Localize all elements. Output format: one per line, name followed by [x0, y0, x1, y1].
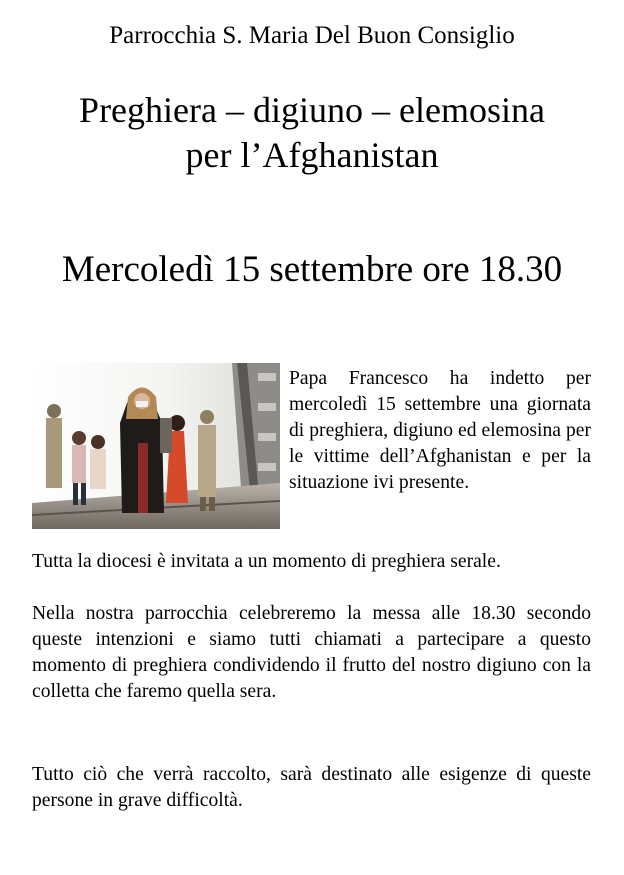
title-line-1: Preghiera – digiuno – elemosina	[79, 90, 545, 130]
title-line-2: per l’Afghanistan	[185, 135, 439, 175]
diocese-paragraph: Tutta la diocesi è invitata a un momento di preghiera serale.	[32, 551, 501, 572]
collection-paragraph: Tutto ciò che verrà raccolto, sarà destinato alle esigenze di queste persone in grave difficoltà.	[32, 764, 591, 811]
intro-paragraph: Papa Francesco ha indetto per mercoledì 15 settembre una giornata di preghiera, digiuno ed elemosina per le vittime dell’Afghanistan e per la situazione ivi presente.	[289, 368, 591, 493]
evacuees-photo-illustration	[32, 363, 280, 529]
evacuees-photo	[32, 363, 280, 529]
parish-mass-paragraph: Nella nostra parrocchia celebreremo la messa alle 18.30 secondo queste intenzioni e siamo tutti chiamati a partecipare a questo momento di preghiera condividendo il frutto del nostro digiuno con la colletta che faremo quella sera.	[32, 603, 591, 702]
page-title	[0, 88, 624, 178]
event-date: Mercoledì 15 settembre ore 18.30	[61, 249, 563, 290]
parish-name: Parrocchia S. Maria Del Buon Consiglio	[109, 22, 515, 49]
